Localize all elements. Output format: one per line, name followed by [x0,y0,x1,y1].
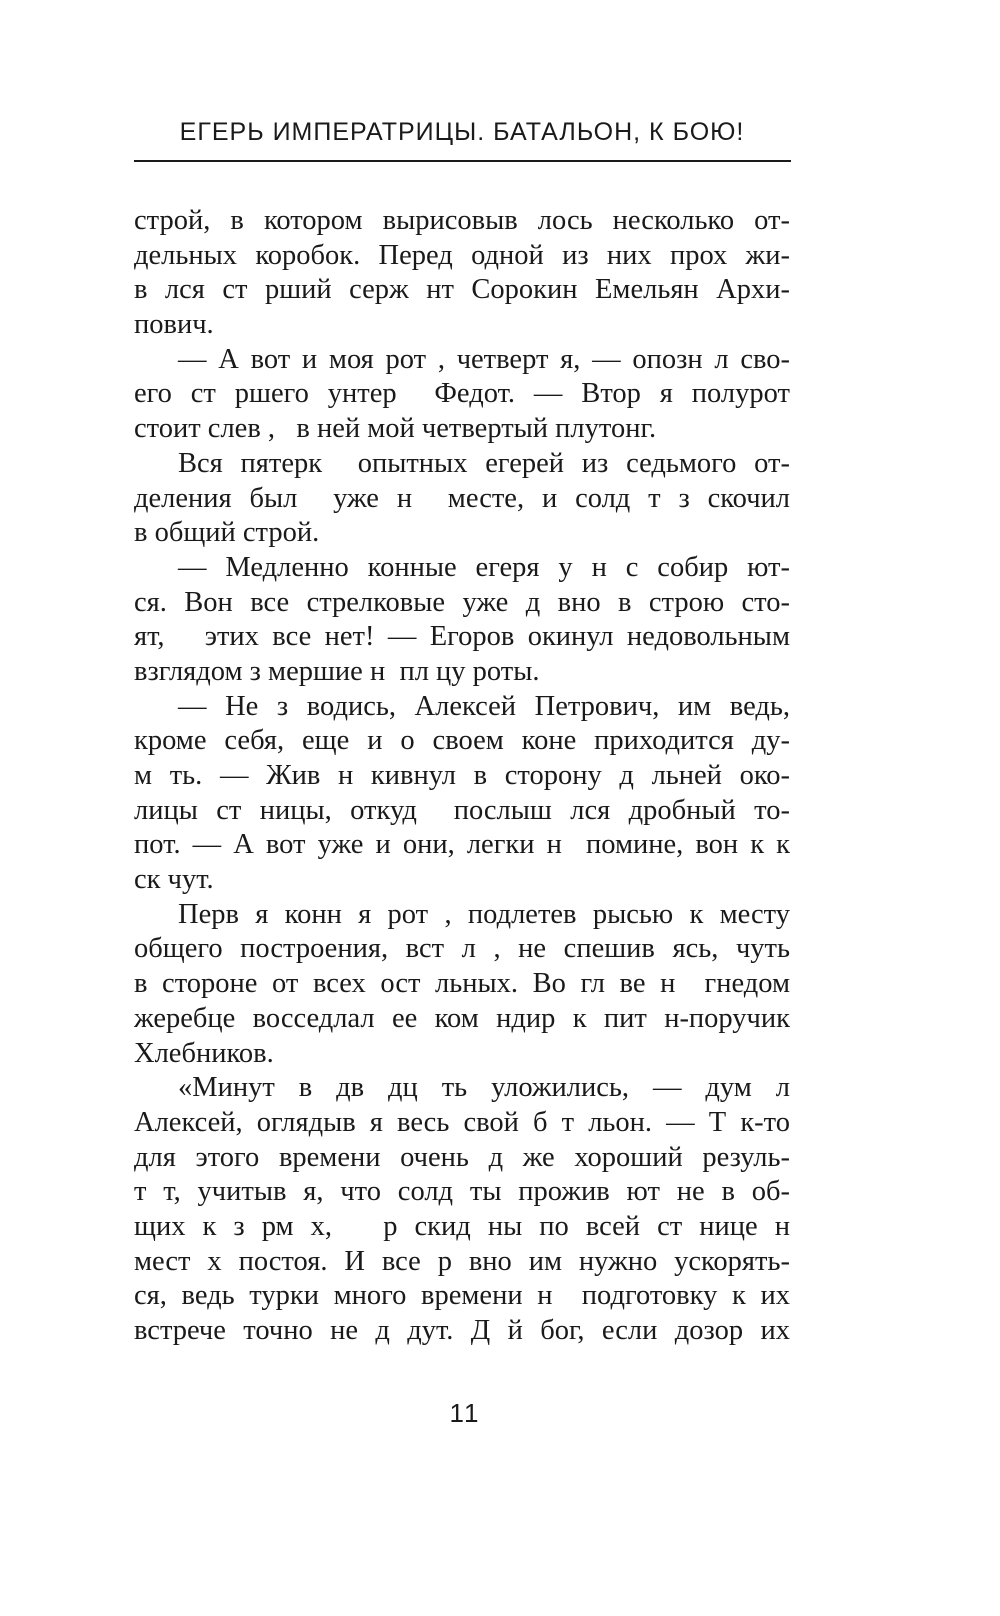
paragraph-7 [134,1071,790,1349]
text-line: «Минут в дв дц ть уложились, — дум л [178,1072,790,1104]
body-text [134,204,790,1349]
text-line: Вся пятерк опытных егерей из седьмого от- [178,447,790,479]
paragraph-4 [134,551,790,690]
paragraph-1 [134,204,790,343]
text-line: лицы ст ницы, откуд послыш лся дробный то- [134,794,790,826]
text-line: м ть. — Жив н кивнул в сторону д льней око- [134,760,790,791]
paragraph-3 [134,447,790,551]
text-line: ся, ведь турки много времени н подготовку к их [134,1280,790,1312]
text-line: в общий строй. [134,517,320,549]
header-rule [134,160,791,162]
text-line: встрече точно не д дут. Д й бог, если дозор их [134,1315,790,1346]
page-number: 11 [449,1398,481,1428]
text-line: Алексей, оглядыв я весь свой б т льон. — Т к-то [134,1106,790,1138]
text-line: кроме себя, еще и о своем коне приходится ду- [134,725,790,757]
text-line: ся. Вон все стрелковые уже д вно в строю сто- [134,586,790,618]
text-line: пович. [134,309,214,341]
text-line: т т, учитыв я, что солд ты прожив ют не в об- [134,1176,790,1208]
text-line: в лся ст рший серж нт Сорокин Емельян Архи- [134,274,790,306]
text-line: для этого времени очень д же хороший резуль- [134,1141,790,1173]
running-head: ЕГЕРЬ ИМПЕРАТРИЦЫ. БАТАЛЬОН, К БОЮ! [179,118,745,146]
text-line: строй, в котором вырисовыв лось несколько от- [134,205,790,236]
text-line: ят, этих все нет! — Егоров окинул недовольным [134,621,790,653]
text-line: ск чут. [134,864,214,896]
text-line: общего построения, вст л , не спешив ясь, чуть [134,933,790,965]
text-line: в стороне от всех ост льных. Во гл ве н гнедом [134,968,790,1000]
text-line: мест х постоя. И все р вно им нужно ускорять- [134,1245,790,1277]
paragraph-6 [134,898,790,1071]
text-line: — А вот и моя рот , четверт я, — опозн л сво- [178,343,790,375]
paragraph-5 [134,690,790,898]
text-line: деления был уже н месте, и солд т з скочил [134,482,790,514]
text-line: Хлебников. [134,1037,274,1069]
text-line: жеребце восседлал ее ком ндир к пит н-поручик [134,1002,790,1034]
text-line: пот. — А вот уже и они, легки н помине, вон к к [134,829,790,861]
text-line: Перв я конн я рот , подлетев рысью к месту [178,898,790,930]
text-line: дельных коробок. Перед одной из них прох жи- [134,239,790,271]
text-line: — Не з водись, Алексей Петрович, им ведь, [178,690,790,722]
text-line: его ст ршего унтер Федот. — Втор я полурот [134,378,790,410]
text-line: стоит слев , в ней мой четвертый плутонг. [134,413,657,445]
text-line: взглядом з мершие н пл цу роты. [134,655,540,687]
text-line: щих к з рм х, р скид ны по всей ст нице н [134,1210,790,1242]
paragraph-2 [134,343,790,447]
text-line: — Медленно конные егеря у н с собир ют- [178,551,790,583]
